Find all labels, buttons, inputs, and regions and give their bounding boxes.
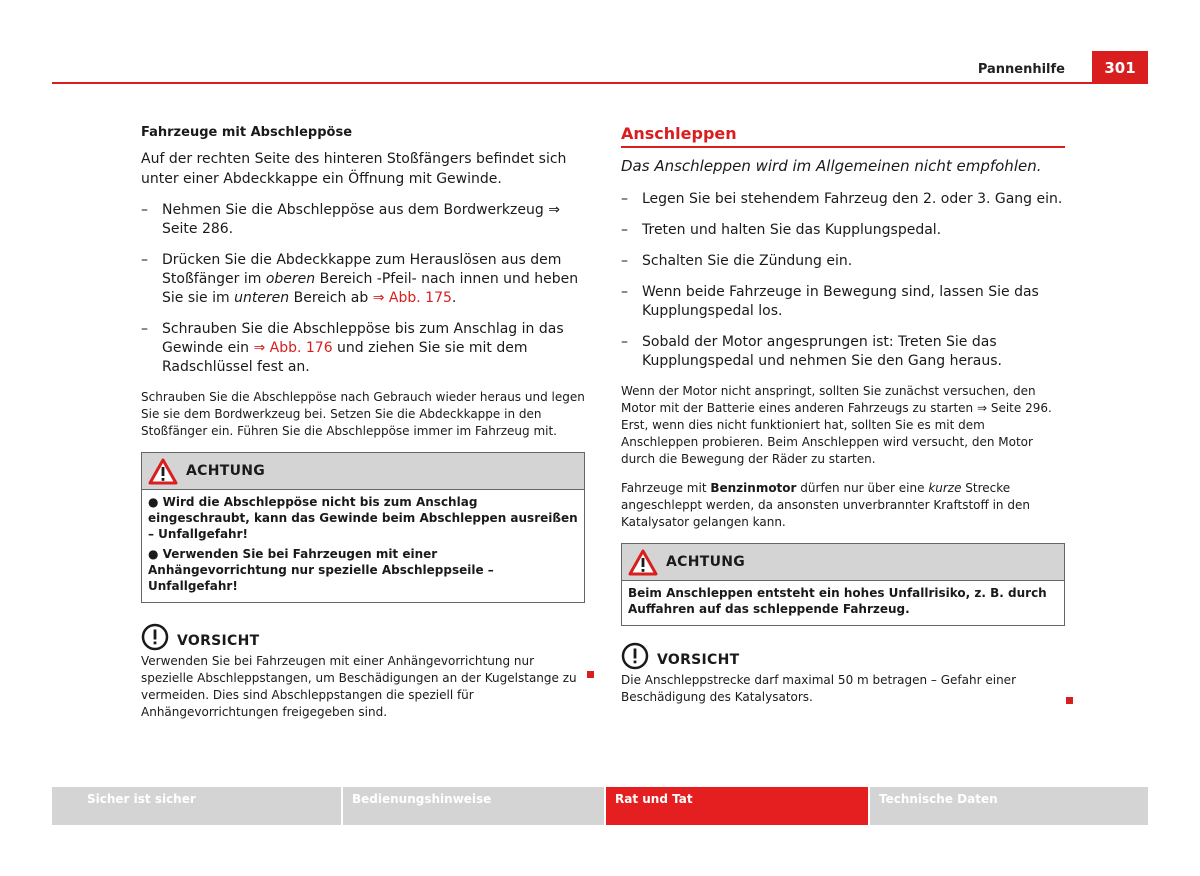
step-item: – Schrauben Sie die Abschleppöse bis zum Anschlag in das Gewinde ein ⇒ Abb. 176 und ziehen Sie sie mit dem Radschlüssel fest an. xyxy=(141,320,585,377)
chapter-tab-bar xyxy=(52,787,1148,825)
warning-box xyxy=(621,543,1065,626)
warning-box-header xyxy=(142,453,584,490)
right-column xyxy=(621,124,1065,706)
tab-sicher-ist-sicher[interactable]: Sicher ist sicher xyxy=(52,787,341,825)
warning-title: ACHTUNG xyxy=(186,463,266,479)
step-list xyxy=(141,201,585,377)
figure-reference-link[interactable]: ⇒ Abb. 175 xyxy=(372,290,452,306)
header-rule xyxy=(52,82,1148,84)
subsection-heading: Fahrzeuge mit Abschleppöse xyxy=(141,125,353,140)
petrol-engine-paragraph: Fahrzeuge mit Benzinmotor dürfen nur über eine kurze Strecke angeschleppt werden, da ansonsten unverbrannter Kraftstoff in den Katalysator gelangen kann. xyxy=(621,481,1030,529)
step-item: – Schalten Sie die Zündung ein. xyxy=(621,252,1065,271)
warning-box-header xyxy=(622,544,1064,581)
step-item: – Sobald der Motor angesprungen ist: Treten Sie das Kupplungspedal und nehmen Sie den Gang heraus. xyxy=(621,333,1065,371)
warning-item: Beim Anschleppen entsteht ein hohes Unfallrisiko, z. B. durch Auffahren auf das schleppende Fahrzeug. xyxy=(628,586,1047,616)
running-header-title: Pannenhilfe xyxy=(977,62,1065,77)
caution-header xyxy=(141,623,585,651)
after-use-paragraph: Schrauben Sie die Abschleppöse nach Gebrauch wieder heraus und legen Sie sie dem Bordwerkzeug bei. Setzen Sie die Abdeckkappe in den Stoßfänger ein. Führen Sie die Abschleppöse immer im Fahrzeug mit. xyxy=(141,390,585,438)
warning-triangle-icon xyxy=(148,458,178,485)
intro-paragraph: Auf der rechten Seite des hinteren Stoßfängers befindet sich unter einer Abdeckkappe ein Öffnung mit Gewinde. xyxy=(141,151,567,187)
warning-item: ● Wird die Abschleppöse nicht bis zum Anschlag eingeschraubt, kann das Gewinde beim Abschleppen ausreißen – Unfallgefahr! xyxy=(148,495,578,541)
warning-triangle-icon xyxy=(628,549,658,576)
exclamation-circle-icon xyxy=(141,623,169,651)
caution-header xyxy=(621,642,1065,670)
caution-text: Die Anschleppstrecke darf maximal 50 m betragen – Gefahr einer Beschädigung des Katalysators. xyxy=(621,673,1016,704)
caution-title: VORSICHT xyxy=(177,633,260,649)
step-item: – Wenn beide Fahrzeuge in Bewegung sind, lassen Sie das Kupplungspedal los. xyxy=(621,283,1065,321)
step-item: – Drücken Sie die Abdeckkappe zum Herauslösen aus dem Stoßfänger im oberen Bereich -Pfeil- nach innen und heben Sie sie im unteren Bereich ab ⇒ Abb. 175. xyxy=(141,251,585,308)
tab-bedienungshinweise[interactable]: Bedienungshinweise xyxy=(343,787,604,825)
caution-title: VORSICHT xyxy=(657,652,740,668)
left-column xyxy=(141,124,585,721)
section-heading: Anschleppen xyxy=(621,124,1065,148)
page-number: 301 xyxy=(1092,51,1148,84)
warning-body xyxy=(142,490,584,602)
caution-text: Verwenden Sie bei Fahrzeugen mit einer Anhängevorrichtung nur spezielle Abschleppstangen, um Beschädigungen an der Kugelstange zu vermeiden. Dies sind Abschleppstangen die speziell für Anhängevorrichtungen freigegeben sind. xyxy=(141,654,577,719)
step-item: – Legen Sie bei stehendem Fahrzeug den 2. oder 3. Gang ein. xyxy=(621,190,1065,209)
warning-body xyxy=(622,581,1064,625)
lead-sentence: Das Anschleppen wird im Allgemeinen nicht empfohlen. xyxy=(621,157,1042,175)
step-item: – Treten und halten Sie das Kupplungspedal. xyxy=(621,221,1065,240)
jumpstart-paragraph: Wenn der Motor nicht anspringt, sollten Sie zunächst versuchen, den Motor mit der Batterie eines anderen Fahrzeugs zu starten ⇒ Seite 296. Erst, wenn dies nicht funktioniert hat, sollten Sie es mit dem Anschleppen probieren. Beim Anschleppen wird versucht, den Motor durch die Bewegung der Räder zu starten. xyxy=(621,384,1052,466)
warning-item: ● Verwenden Sie bei Fahrzeugen mit einer Anhängevorrichtung nur spezielle Abschleppseile – Unfallgefahr! xyxy=(148,547,494,593)
tab-technische-daten[interactable]: Technische Daten xyxy=(870,787,1148,825)
section-end-marker xyxy=(1066,697,1073,704)
exclamation-circle-icon xyxy=(621,642,649,670)
figure-reference-link[interactable]: ⇒ Abb. 176 xyxy=(253,340,333,356)
warning-box xyxy=(141,452,585,603)
warning-title: ACHTUNG xyxy=(666,554,746,570)
tab-rat-und-tat[interactable]: Rat und Tat xyxy=(606,787,868,825)
step-list xyxy=(621,190,1065,371)
section-end-marker xyxy=(587,671,594,678)
step-item: – Nehmen Sie die Abschleppöse aus dem Bordwerkzeug ⇒ Seite 286. xyxy=(141,201,585,239)
